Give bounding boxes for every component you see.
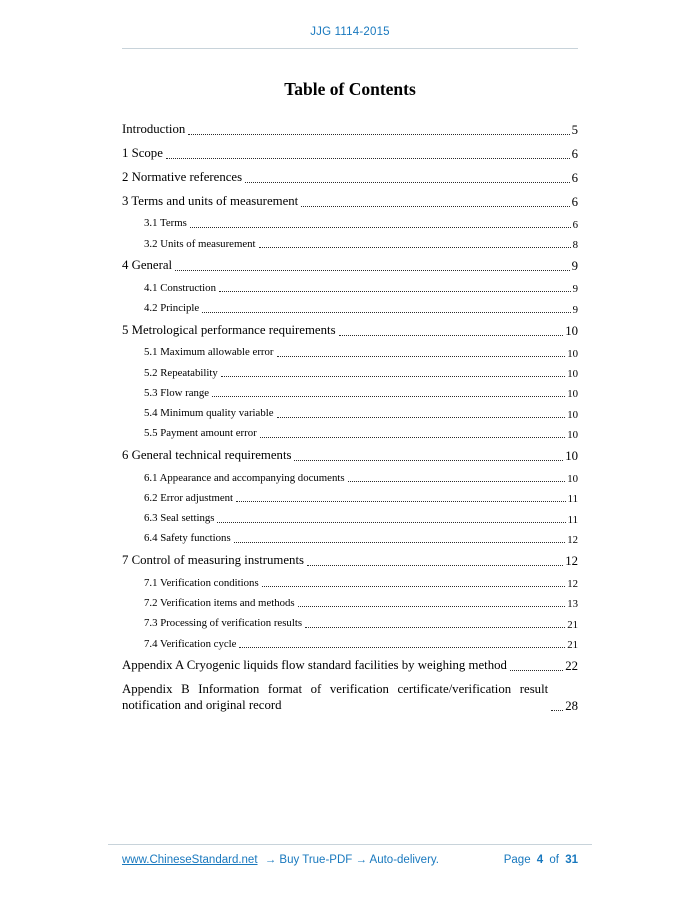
toc-leader-dots xyxy=(236,501,566,502)
toc-entry[interactable] xyxy=(144,509,578,529)
toc-entry-label[interactable]: 3.1 Terms xyxy=(144,217,187,230)
toc-entry-label[interactable]: 6.2 Error adjustment xyxy=(144,491,234,504)
toc-entry[interactable] xyxy=(144,594,578,614)
toc-entry-label[interactable]: 4 General xyxy=(122,258,173,273)
page-label: Page xyxy=(503,854,531,866)
toc-entry[interactable] xyxy=(144,468,578,488)
toc-entry-page: 28 xyxy=(565,699,578,714)
toc-entry-page: 21 xyxy=(567,639,578,651)
toc-entry-label[interactable]: 2 Normative references xyxy=(122,169,243,184)
toc-leader-dots xyxy=(202,312,570,313)
toc-entry-page: 11 xyxy=(567,493,578,506)
toc-leader-dots xyxy=(348,481,566,482)
toc-entry-label[interactable]: Appendix A Cryogenic liquids flow standard facilities by weighing method xyxy=(122,658,507,673)
toc-entry-page: 10 xyxy=(565,323,578,338)
toc-entry[interactable] xyxy=(144,529,578,549)
toc-entry-page: 10 xyxy=(567,347,578,360)
toc-leader-dots xyxy=(307,565,563,566)
toc-entry-label[interactable]: 6.3 Seal settings xyxy=(144,512,215,525)
toc-entry-page: 10 xyxy=(567,473,578,486)
of-label: of xyxy=(549,854,559,866)
toc-entry-page: 10 xyxy=(567,368,578,381)
toc-entry-page: 12 xyxy=(565,554,578,569)
toc-entry[interactable] xyxy=(122,549,578,573)
toc-entry-label[interactable]: 7.3 Processing of verification results xyxy=(144,617,303,630)
toc-entry-label[interactable]: 7.2 Verification items and methods xyxy=(144,596,295,609)
toc-entry[interactable] xyxy=(122,678,578,718)
toc-leader-dots xyxy=(262,586,566,587)
page-footer xyxy=(0,844,700,866)
header-rule xyxy=(122,48,578,49)
toc-entry-label[interactable]: 5.4 Minimum quality variable xyxy=(144,407,274,420)
toc-leader-dots xyxy=(175,270,569,271)
toc-entry[interactable] xyxy=(144,278,578,298)
toc-entry-label[interactable]: 5.1 Maximum allowable error xyxy=(144,346,274,359)
toc-list xyxy=(122,118,578,718)
toc-entry-label[interactable]: 5.3 Flow range xyxy=(144,386,210,399)
toc-entry-page: 11 xyxy=(567,513,578,526)
toc-entry-page: 12 xyxy=(567,533,578,546)
footer-rule xyxy=(108,844,592,845)
toc-entry[interactable] xyxy=(144,489,578,509)
toc-leader-dots xyxy=(212,396,565,397)
footer-left xyxy=(122,854,439,866)
toc-entry-label[interactable]: 3 Terms and units of measurement xyxy=(122,193,299,208)
toc-entry-page: 8 xyxy=(572,239,578,252)
toc-entry-page: 5 xyxy=(571,122,578,137)
toc-entry-page: 10 xyxy=(567,388,578,401)
toc-entry-page: 12 xyxy=(567,578,578,591)
toc-leader-dots xyxy=(277,417,566,418)
toc-entry-page: 10 xyxy=(567,428,578,441)
toc-leader-dots xyxy=(551,710,563,711)
toc-entry[interactable] xyxy=(122,142,578,166)
page-total: 31 xyxy=(565,854,578,866)
toc-entry[interactable] xyxy=(122,319,578,343)
toc-entry-page: 22 xyxy=(565,659,578,674)
toc-entry-label[interactable]: Appendix B Information format of verification certificate/verification result notification and original record xyxy=(122,682,549,713)
page-indicator xyxy=(501,854,578,866)
toc-entry-page: 9 xyxy=(571,259,578,274)
footer-link[interactable]: www.ChineseStandard.net xyxy=(122,854,258,866)
toc-entry-label[interactable]: 7.1 Verification conditions xyxy=(144,576,259,589)
toc-leader-dots xyxy=(277,356,566,357)
toc-leader-dots xyxy=(305,627,565,628)
toc-entry-label[interactable]: 5 Metrological performance requirements xyxy=(122,322,336,337)
toc-entry-label[interactable]: 6.1 Appearance and accompanying documents xyxy=(144,471,345,484)
toc-entry[interactable] xyxy=(144,343,578,363)
toc-entry[interactable] xyxy=(122,444,578,468)
toc-entry-label[interactable]: 1 Scope xyxy=(122,145,163,160)
toc-entry-page: 9 xyxy=(572,283,578,296)
toc-leader-dots xyxy=(217,522,565,523)
toc-entry-page: 9 xyxy=(572,303,578,316)
toc-entry[interactable] xyxy=(144,614,578,634)
toc-entry[interactable] xyxy=(144,363,578,383)
toc-entry[interactable] xyxy=(144,634,578,654)
toc-leader-dots xyxy=(245,182,570,183)
toc-entry-label[interactable]: 7 Control of measuring instruments xyxy=(122,553,304,568)
toc-entry-page: 6 xyxy=(571,194,578,209)
toc-entry-label[interactable]: 3.2 Units of measurement xyxy=(144,237,256,250)
toc-entry[interactable] xyxy=(144,424,578,444)
toc-leader-dots xyxy=(239,647,565,648)
toc-entry-label[interactable]: 4.2 Principle xyxy=(144,302,200,315)
toc-entry-label[interactable]: Introduction xyxy=(122,122,186,136)
toc-leader-dots xyxy=(166,158,570,159)
toc-leader-dots xyxy=(221,376,565,377)
toc-entry-label[interactable]: 7.4 Verification cycle xyxy=(144,637,237,650)
toc-entry-label[interactable]: 5.5 Payment amount error xyxy=(144,427,257,440)
toc-entry[interactable] xyxy=(122,254,578,278)
toc-entry[interactable] xyxy=(144,234,578,254)
page-current: 4 xyxy=(536,854,544,866)
toc-entry[interactable] xyxy=(144,573,578,593)
toc-entry-page: 10 xyxy=(565,449,578,464)
toc-entry[interactable] xyxy=(122,654,578,678)
toc-entry[interactable] xyxy=(122,166,578,190)
footer-tagline: → Buy True-PDF → Auto-delivery. xyxy=(264,854,439,866)
toc-leader-dots xyxy=(234,542,566,543)
toc-entry-label[interactable]: 6 General technical requirements xyxy=(122,448,292,463)
doc-number: JJG 1114-2015 xyxy=(310,26,390,38)
toc-entry[interactable] xyxy=(144,214,578,234)
toc-entry[interactable] xyxy=(144,299,578,319)
toc-entry[interactable] xyxy=(144,384,578,404)
toc-entry[interactable] xyxy=(144,404,578,424)
toc-leader-dots xyxy=(219,291,571,292)
toc-leader-dots xyxy=(301,206,569,207)
toc-entry[interactable] xyxy=(122,190,578,214)
page-header xyxy=(122,0,578,49)
toc-leader-dots xyxy=(259,247,571,248)
toc-leader-dots xyxy=(188,134,569,135)
toc-entry-page: 21 xyxy=(567,618,578,631)
toc-entry-label[interactable]: 6.4 Safety functions xyxy=(144,532,231,545)
toc-entry-label[interactable]: 4.1 Construction xyxy=(144,281,216,294)
toc-leader-dots xyxy=(294,460,563,461)
toc-entry-page: 6 xyxy=(572,218,578,231)
toc-entry[interactable] xyxy=(122,118,578,142)
toc-leader-dots xyxy=(339,335,564,336)
toc-entry-page: 6 xyxy=(571,170,578,185)
toc-leader-dots xyxy=(510,670,563,671)
toc-entry-page: 13 xyxy=(567,598,578,611)
toc-leader-dots xyxy=(190,227,571,228)
toc-entry-page: 6 xyxy=(571,146,578,161)
toc-title: Table of Contents xyxy=(284,79,416,99)
toc-entry-page: 10 xyxy=(567,408,578,421)
toc-leader-dots xyxy=(260,437,565,438)
toc-leader-dots xyxy=(298,606,566,607)
toc-entry-label[interactable]: 5.2 Repeatability xyxy=(144,366,218,379)
